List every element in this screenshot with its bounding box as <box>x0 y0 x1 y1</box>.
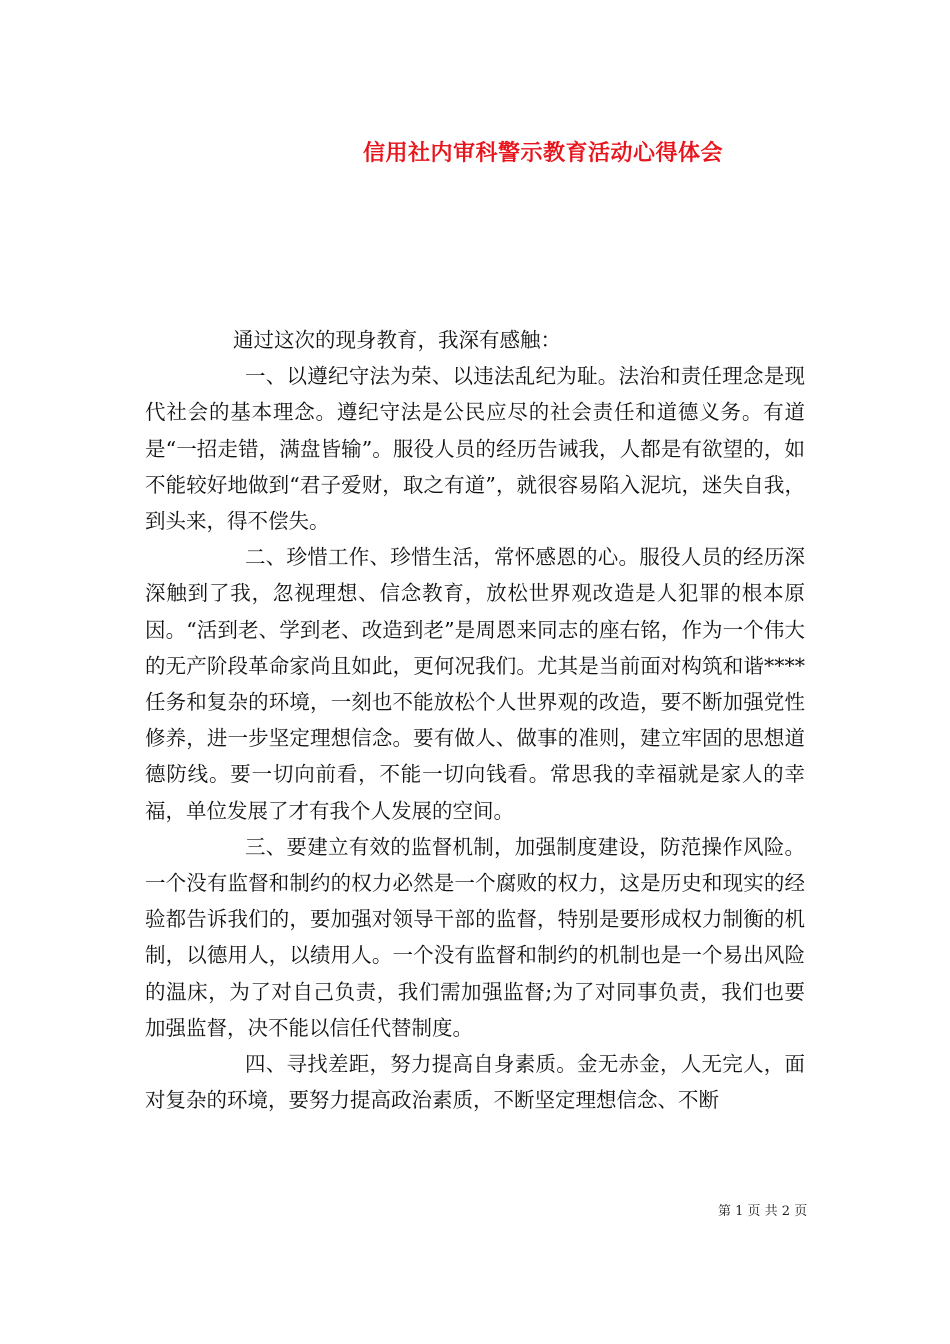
paragraph-section-4: 四、寻找差距，努力提高自身素质。金无赤金，人无完人，面对复杂的环境，要努力提高政治素质，不断坚定理想信念、不断 <box>145 1052 805 1113</box>
page-number: 第 1 页 共 2 页 <box>718 1204 808 1219</box>
paragraph-section-3: 三、要建立有效的监督机制，加强制度建设，防范操作风险。一个没有监督和制约的权力必然是一个腐败的权力，这是历史和现实的经验都告诉我们的，要加强对领导干部的监督，特别是要形成权力制衡的机制，以德用人，以绩用人。一个没有监督和制约的机制也是一个易出风险的温床，为了对自己负责，我们需加强监督;为了对同事负责，我们也要加强监督，决不能以信任代替制度。 <box>145 834 805 1040</box>
document-title: 信用社内审科警示教育活动心得体会 <box>362 140 723 166</box>
document-body <box>145 322 805 1118</box>
paragraph-intro: 通过这次的现身教育，我深有感触： <box>233 328 561 352</box>
paragraph-section-1: 一、以遵纪守法为荣、以违法乱纪为耻。法治和责任理念是现代社会的基本理念。遵纪守法是公民应尽的社会责任和道德义务。有道是“一招走错，满盘皆输”。服役人员的经历告诫我，人都是有欲望的，如不能较好地做到“君子爱财，取之有道”，就很容易陷入泥坑，迷失自我，到头来，得不偿失。 <box>145 364 805 534</box>
paragraph-section-2: 二、珍惜工作、珍惜生活，常怀感恩的心。服役人员的经历深深触到了我，忽视理想、信念教育，放松世界观改造是人犯罪的根本原因。“活到老、学到老、改造到老”是周恩来同志的座右铭，作为一个伟大的无产阶段革命家尚且如此，更何况我们。尤其是当前面对构筑和谐****任务和复杂的环境，一刻也不能放松个人世界观的改造，要不断加强党性修养，进一步坚定理想信念。要有做人、做事的准则，建立牢固的思想道德防线。要一切向前看，不能一切向钱看。常思我的幸福就是家人的幸福，单位发展了才有我个人发展的空间。 <box>145 545 805 823</box>
